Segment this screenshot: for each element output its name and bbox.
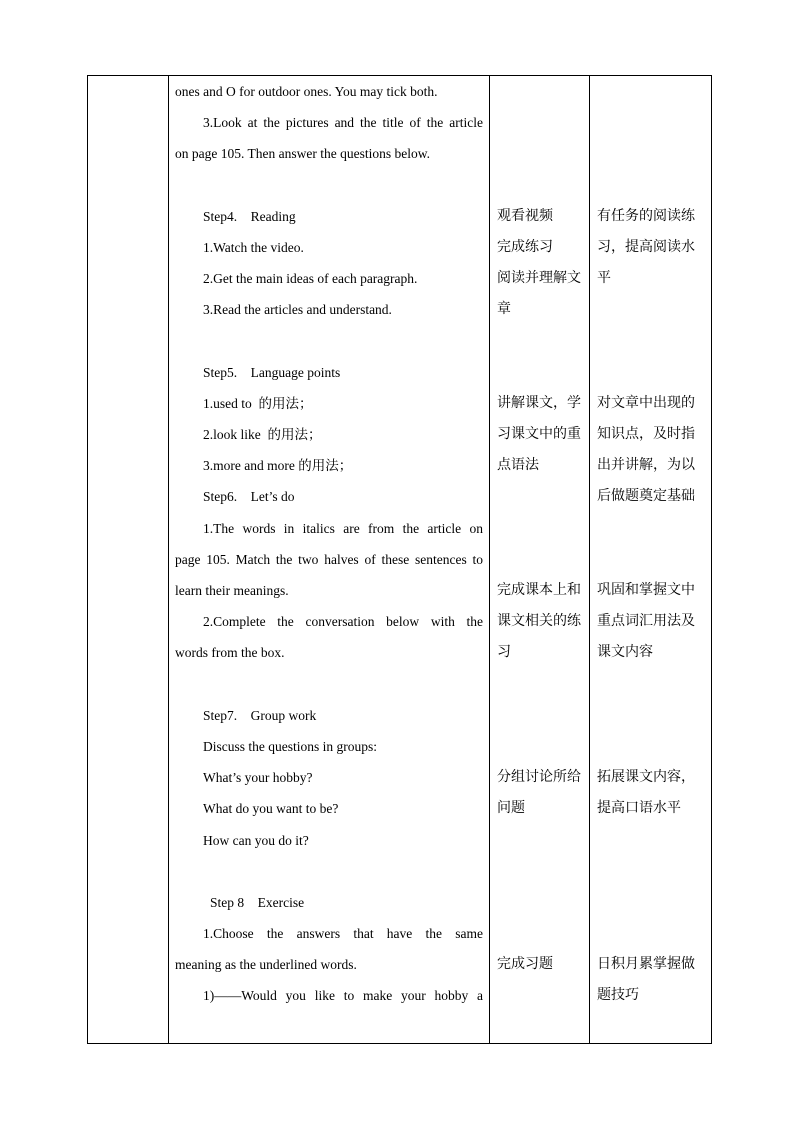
step5-item: 2.look like 的用法； [203,427,322,443]
intro-line: on page 105. Then answer the questions below. [175,146,430,162]
design-intent-line: 重点词汇用法及 [597,613,695,630]
student-activity-line: 分组讨论所给 [497,769,581,786]
step6-line: words from the box. [175,645,285,661]
student-activity-line: 点语法 [497,457,539,474]
student-activity-line: 讲解课文，学 [497,394,581,411]
design-intent-line: 课文内容 [597,644,653,661]
design-intent-line: 出并讲解，为以 [597,457,695,474]
step6-line: 1.The words in italics are from the article on [203,520,483,536]
student-activity-line: 阅读并理解文 [497,270,581,287]
intro-line: 3.Look at the pictures and the title of the article [203,115,483,131]
step6-line: learn their meanings. [175,583,289,598]
student-activity-line: 习课文中的重 [497,426,581,443]
student-activity-line: 章 [497,301,511,318]
student-activity-line: 完成课本上和 [497,582,581,598]
design-intent-line: 有任务的阅读练 [597,207,695,224]
student-activity-line: 观看视频 [497,207,553,224]
step4-title: Step4. Reading [203,208,296,224]
step7-item: Discuss the questions in groups: [203,738,377,754]
design-intent-line: 拓展课文内容， [597,769,695,786]
design-intent-line: 题技巧 [597,987,639,1004]
student-activity-line: 课文相关的练 [497,613,581,630]
student-activity-line: 完成习题 [497,956,553,973]
teaching-process-cell [169,76,490,1044]
design-intent-line: 对文章中出现的 [597,394,695,411]
student-activity-cell [490,76,590,1044]
step7-item: How can you do it? [203,832,309,848]
step8-title: Step 8 Exercise [210,894,305,910]
design-intent-line: 日积月累掌握做 [597,956,695,973]
step5-item: 1.used to 的用法； [203,395,313,411]
student-activity-line: 习 [497,644,511,661]
design-intent-line: 后做题奠定基础 [597,488,695,505]
step6-title: Step6. Let’s do [203,489,295,505]
student-activity-line: 完成练习 [497,238,553,255]
step8-line: meaning as the underlined words. [175,957,357,973]
step6-line: page 105. Match the two halves of these sentences to [175,551,483,567]
step8-line: 1.Choose the answers that have the same [203,926,483,942]
design-intent-line: 习，提高阅读水 [597,238,695,255]
step8-line: 1)——Would you like to make your hobby a [203,988,483,1004]
stage-column-cell [88,76,169,1044]
intro-line: ones and O for outdoor ones. You may tick both. [175,84,438,99]
step6-line: 2.Complete the conversation below with the [203,614,483,630]
step4-item: 3.Read the articles and understand. [203,302,392,318]
step5-title: Step5. Language points [203,364,341,380]
step4-item: 1.Watch the video. [203,239,304,255]
student-activity-line: 问题 [497,800,525,817]
design-intent-line: 巩固和掌握文中 [597,582,695,598]
step7-item: What do you want to be? [203,801,339,817]
design-intent-cell [590,76,712,1044]
step5-item: 3.more and more 的用法； [203,458,353,474]
design-intent-line: 知识点，及时指 [597,426,695,443]
design-intent-line: 平 [597,270,611,287]
lesson-plan-table [87,75,712,1044]
step7-title: Step7. Group work [203,707,317,723]
design-intent-line: 提高口语水平 [597,800,681,817]
table-row [88,76,712,1044]
step4-item: 2.Get the main ideas of each paragraph. [203,271,418,287]
step7-item: What’s your hobby? [203,770,313,786]
